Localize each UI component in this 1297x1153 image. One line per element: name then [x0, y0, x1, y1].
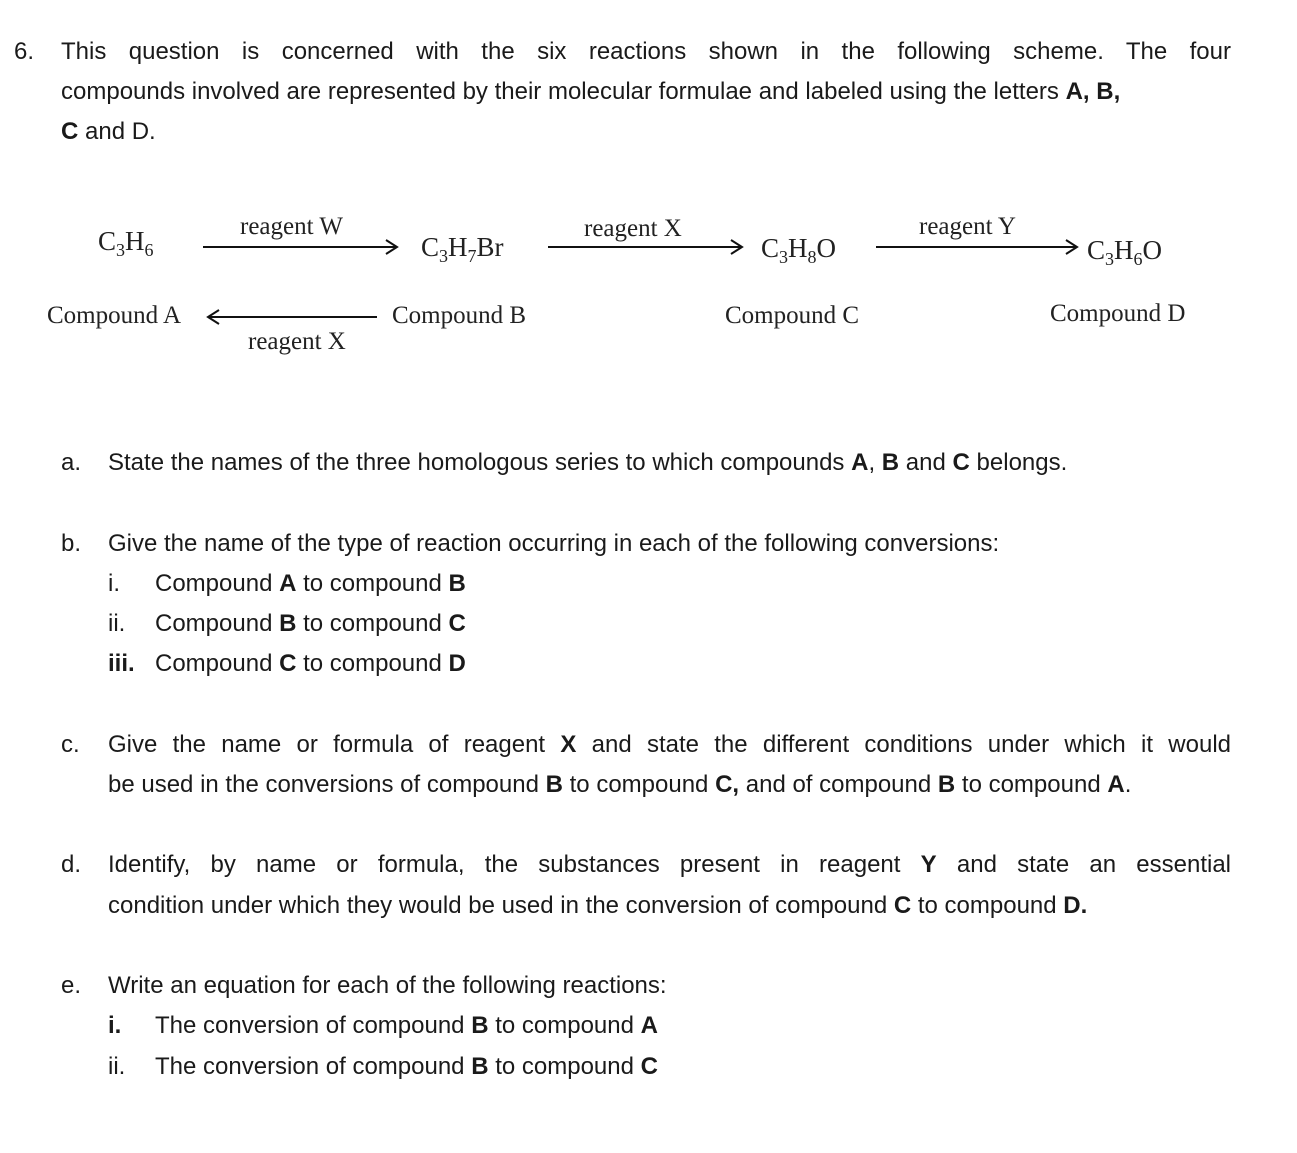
part-b-text: Give the name of the type of reaction occurring in each of the following conversions:	[108, 530, 1000, 557]
question-intro-line-3: C and D.	[61, 118, 156, 145]
compound-c-formula: $C_3H_8O$	[761, 233, 837, 267]
question-intro-line-1: This question is concerned with the six reactions shown in the following scheme. The four	[61, 38, 1231, 65]
part-d-line-1: Identify, by name or formula, the substances present in reagent Y and state an essential	[108, 851, 1231, 878]
compound-d-formula: $C_3H_6O$	[1087, 235, 1163, 269]
part-d-marker: d.	[61, 851, 82, 878]
part-b-item-marker: iii.	[108, 650, 135, 677]
part-e-item-marker: i.	[108, 1012, 122, 1039]
compound-d-label: Compound D	[1050, 300, 1186, 327]
part-e-item: The conversion of compound B to compound A	[155, 1012, 658, 1039]
part-e-item: The conversion of compound B to compound C	[155, 1053, 658, 1080]
part-b-item-marker: ii.	[108, 610, 126, 637]
reagent-x-label-reverse: reagent X	[248, 328, 346, 355]
compound-b-formula: $C_3H_7Br$	[421, 232, 504, 266]
part-e-text: Write an equation for each of the following reactions:	[108, 972, 667, 999]
reagent-w-label: reagent W	[240, 213, 343, 240]
part-e-item-marker: ii.	[108, 1053, 126, 1080]
compound-a-label: Compound A	[47, 302, 182, 329]
part-c-line-1: Give the name or formula of reagent X and state the different conditions under which it would	[108, 731, 1231, 758]
compound-c-label: Compound C	[725, 302, 860, 329]
compound-a-formula: $C_3H_6$	[98, 226, 154, 260]
part-e-marker: e.	[61, 972, 82, 999]
reagent-x-label-forward: reagent X	[584, 215, 682, 242]
part-a-text: State the names of the three homologous series to which compounds A, B and C belongs.	[108, 449, 1068, 476]
question-number: 6.	[14, 38, 35, 65]
reagent-y-label: reagent Y	[919, 213, 1016, 240]
part-c-line-2: be used in the conversions of compound B to compound C, and of compound B to compound A.	[108, 771, 1132, 798]
part-c-marker: c.	[61, 731, 80, 758]
part-a-marker: a.	[61, 449, 82, 476]
part-b-item: Compound C to compound D	[155, 650, 466, 677]
question-intro-line-2: compounds involved are represented by their molecular formulae and labeled using the letters A, B,	[61, 78, 1121, 105]
part-b-marker: b.	[61, 530, 82, 557]
part-d-line-2: condition under which they would be used in the conversion of compound C to compound D.	[108, 892, 1088, 919]
part-b-item: Compound A to compound B	[155, 570, 466, 597]
part-b-item-marker: i.	[108, 570, 120, 597]
part-b-item: Compound B to compound C	[155, 610, 466, 637]
compound-b-label: Compound B	[392, 302, 527, 329]
